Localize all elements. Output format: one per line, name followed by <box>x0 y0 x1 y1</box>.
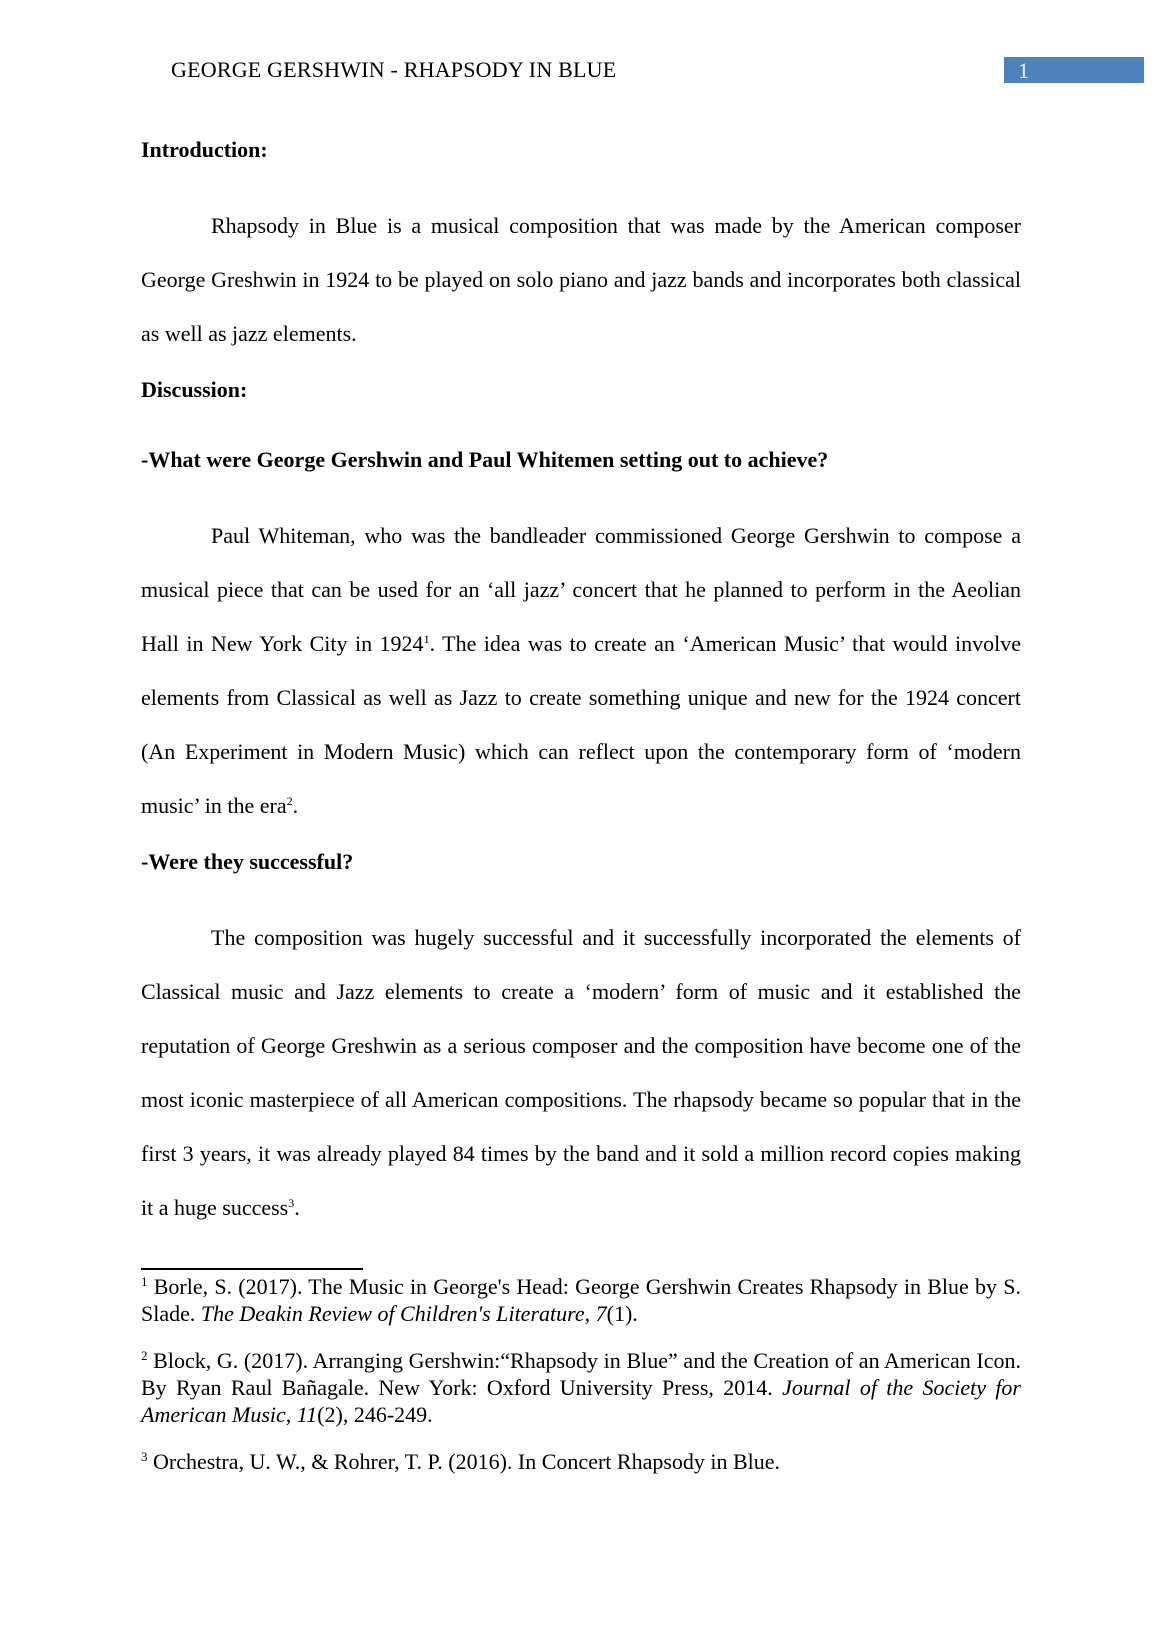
introduction-text: Rhapsody in Blue is a musical composition that was made by the American composer George Greshwin in 1924 to be played on solo piano and jazz bands and incorporates both classical as well as jazz elements. <box>141 213 1021 346</box>
question-1-text-part1: Paul Whiteman, who was the bandleader commissioned George Gershwin to compose a musical piece that can be used for an ‘all jazz’ concert that he planned to perform in the Aeolian Hall in New York City in 1924 <box>141 523 1021 656</box>
running-header-title: GEORGE GERSHWIN - RHAPSODY IN BLUE <box>171 57 617 82</box>
footnote-1-sep: , <box>584 1301 596 1326</box>
footnote-ref-1[interactable]: 1 <box>423 632 430 646</box>
introduction-heading: Introduction: <box>141 137 268 162</box>
footnote-3-text: Orchestra, U. W., & Rohrer, T. P. (2016). In Concert Rhapsody in Blue. <box>147 1449 781 1474</box>
footnote-2-number: 2 <box>141 1348 148 1363</box>
footnote-1-number: 1 <box>141 1274 148 1289</box>
footnote-ref-3[interactable]: 3 <box>288 1196 295 1210</box>
footnote-2-volume: 11 <box>296 1402 318 1427</box>
footnote-separator <box>141 1268 363 1270</box>
footnote-2-text: Block, G. (2017). Arranging Gershwin:“Rhapsody in Blue” and the Creation of an American Icon. By Ryan Raul Bañagale. New York: Oxford University Press, 2014. <box>141 1348 1021 1400</box>
question-2-text-part2: . <box>294 1195 300 1220</box>
footnote-1-volume: 7 <box>595 1301 607 1326</box>
footnote-3 <box>141 1448 1021 1475</box>
footnote-1-issue: (1). <box>606 1301 638 1326</box>
introduction-paragraph <box>141 199 1021 361</box>
question-1-text-part2: . The idea was to create an ‘American Music’ that would involve elements from Classical as well as Jazz to create something unique and new for the 1924 concert (An Experiment in Modern Music) which can reflect upon the contemporary form of ‘modern music’ in the era <box>141 631 1021 818</box>
discussion-heading: Discussion: <box>141 377 248 402</box>
footnote-1 <box>141 1273 1021 1327</box>
footnote-1-journal: The Deakin Review of Children's Literature <box>200 1301 585 1326</box>
footnote-2-issue: (2), 246-249. <box>317 1402 433 1427</box>
footnote-2 <box>141 1347 1021 1428</box>
footnote-3-number: 3 <box>141 1449 148 1464</box>
footnote-ref-2[interactable]: 2 <box>286 794 293 808</box>
document-body <box>141 135 1021 1235</box>
page-number-box <box>1004 57 1144 83</box>
footnote-1-text: Borle, S. (2017). The Music in George's Head: George Gershwin Creates Rhapsody in Blue by S. Slade. <box>141 1274 1021 1326</box>
footnote-2-sep: , <box>285 1402 297 1427</box>
question-2-text-part1: The composition was hugely successful and it successfully incorporated the elements of Classical music and Jazz elements to create a ‘modern’ form of music and it established the reputation of George Greshwin as a serious composer and the composition have become one of the most iconic masterpiece of all American compositions. The rhapsody became so popular that in the first 3 years, it was already played 84 times by the band and it sold a million record copies making it a huge success <box>141 925 1021 1220</box>
question-2-heading: -Were they successful? <box>141 849 354 874</box>
question-1-heading: -What were George Gershwin and Paul Whitemen setting out to achieve? <box>141 447 829 472</box>
footnote-2-journal: Journal of the Society for American Music <box>141 1375 1021 1427</box>
footnotes <box>141 1273 1021 1475</box>
question-1-paragraph <box>141 509 1021 833</box>
question-1-text-part3: . <box>292 793 299 818</box>
page-number: 1 <box>1018 58 1029 83</box>
question-2-paragraph <box>141 911 1021 1235</box>
